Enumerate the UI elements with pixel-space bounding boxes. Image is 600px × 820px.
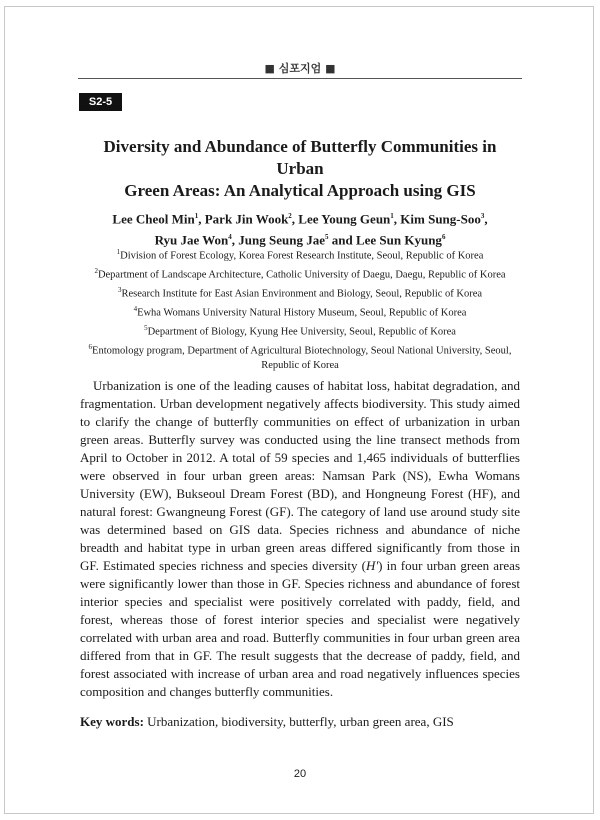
affiliation-sup: 4 [133,305,138,313]
abstract-text-2: ) in four urban green areas were significantly lower than those in GF. Species richness and abundance of forest interior species and specialist were positively correlated with paddy, field, and forest, whereas those of forest interior species and specialist were negatively correlated with urban area and road. Butterfly communities in four urban green area differed from that in GF. The result suggests that the decrease of paddy, field, and forest associated with increase of urban area and road negatively influences species composition and changes butterfly communities. [80,558,521,699]
affiliation [80,302,520,321]
affiliation-sup: 1 [116,248,121,256]
affiliation-text: Department of Landscape Architecture, Catholic University of Daegu, Daegu, Republic of Korea [97,269,506,281]
affiliation-sup: 5 [144,324,148,332]
affiliation-text: Entomology program, Department of Agricultural Biotechnology, Seoul National University, Seoul, Republic of Korea [92,345,512,371]
author-sup: 2 [288,212,292,220]
author-name: Jung Seung Jae [238,232,325,248]
affiliation-text: Department of Biology, Kyung Hee University, Seoul, Republic of Korea [147,326,456,338]
author-sup: 3 [480,212,485,220]
page-number: 20 [293,768,307,780]
author-name: Lee Young Geun [298,211,391,227]
affiliation-text: Research Institute for East Asian Environment and Biology, Seoul, Republic of Korea [121,288,483,300]
paper-title [80,136,520,202]
affiliation [80,340,520,374]
author-line-1: Lee Cheol Min$^1$, Park Jin Wook$^2$, Lee Young Geun$^1$, Kim Sung-Soo$^3$, [112,211,488,227]
affiliation-text: Division of Forest Ecology, Korea Forest Research Institute, Seoul, Republic of Korea [120,250,484,262]
affiliation [80,245,520,264]
author-name: Ryu Jae Won [154,232,229,248]
author-sup: 6 [441,233,446,242]
affiliation-sup: 3 [117,286,122,294]
author-line-2: Ryu Jae Won$^4$, Jung Seung Jae$^5$ and Lee Sun Kyung$^6$ [154,232,446,248]
affiliation [80,283,520,302]
title-line-2: Green Areas: An Analytical Approach using GIS [124,181,476,200]
author-sup: 5 [324,233,329,242]
keywords-text: Urbanization, biodiversity, butterfly, urban green area, GIS [147,714,454,729]
affiliation-list [80,245,520,374]
keywords [80,713,520,731]
title-line-1: Diversity and Abundance of Butterfly Communities in Urban [103,137,497,178]
header-rule [78,78,522,79]
author-name: Lee Sun Kyung [355,232,442,248]
author-sup: 1 [194,212,199,220]
session-badge: S2-5 [79,93,122,111]
author-sup: 4 [228,233,232,242]
author-name: Lee Cheol Min [112,211,195,227]
affiliation-sup: 6 [88,343,93,351]
section-header: ■ 심포지엄 ■ [264,62,336,75]
author-name: Kim Sung-Soo [400,211,481,227]
affiliation-sup: 2 [94,267,98,275]
author-sup: 1 [390,212,394,220]
affiliation [80,264,520,283]
affiliation-text: Ewha Womans University Natural History Museum, Seoul, Republic of Korea [137,307,467,319]
keywords-label: Key words: [80,714,144,729]
affiliation [80,321,520,340]
abstract-italic-symbol: H' [365,558,379,573]
author-list [80,207,520,250]
abstract-text-1: Urbanization is one of the leading causes of habitat loss, habitat degradation, and fragmentation. Urban development negatively affects biodiversity. This study aimed to clarify the change of butterfly communities on effect of urbanization in urban green areas. Butterfly survey was conducted using the line transect methods from April to October in 2012. A total of 59 species and 1,465 individuals of butterflies were observed in four urban green areas: Namsan Park (NS), Ewha Womans University (EW), Bukseoul Dream Forest (BD), and Hongneung Forest (HF), and natural forest: Gwangneung Forest (GF). The category of land use around study site was determined based on GIS data. Species richness and abundance of niche breadth and habitat type in urban green areas differed significantly from those in GF. Estimated species richness and species diversity ( [80,378,520,573]
author-name: Park Jin Wook [204,211,289,227]
abstract-paragraph [80,377,520,701]
